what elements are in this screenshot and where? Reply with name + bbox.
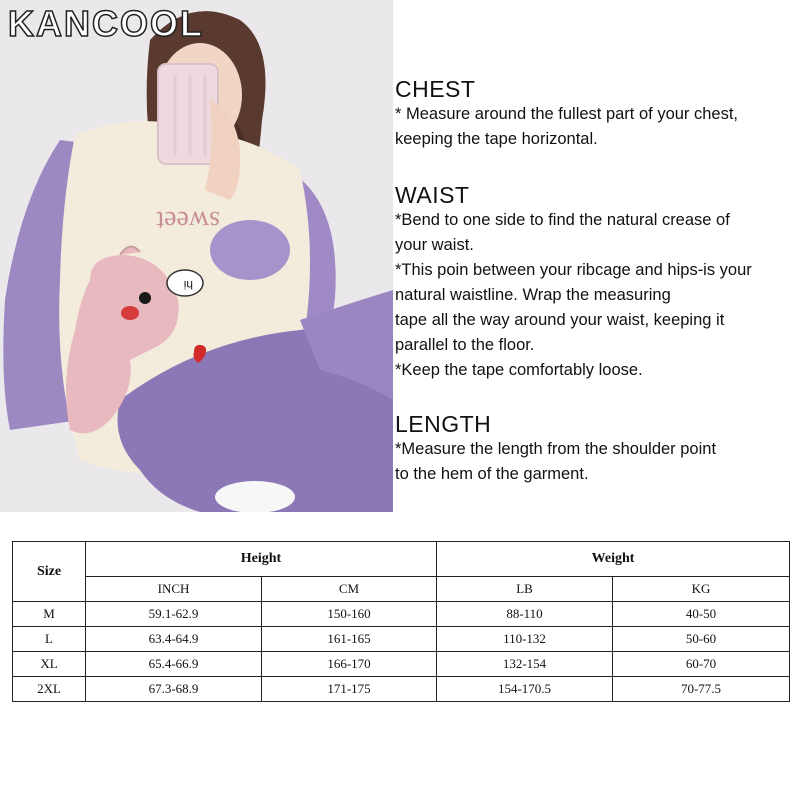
waist-line: *Bend to one side to find the natural crease of	[395, 211, 730, 229]
cm-cell: 166-170	[262, 652, 437, 677]
kg-cell: 60-70	[613, 652, 790, 677]
sweater-print-text: sweet	[156, 205, 220, 236]
cm-cell: 171-175	[262, 677, 437, 702]
cm-cell: 161-165	[262, 627, 437, 652]
chest-line: keeping the tape horizontal.	[395, 130, 598, 148]
lb-cell: 110-132	[437, 627, 613, 652]
waist-heading: WAIST	[395, 182, 470, 208]
chest-heading: CHEST	[395, 76, 476, 102]
table-row	[13, 627, 790, 652]
table-row	[13, 677, 790, 702]
pajama-illustration	[0, 0, 393, 512]
size-cell: L	[13, 627, 86, 652]
height-column-header: Height	[86, 542, 437, 577]
inch-cell: 59.1-62.9	[86, 602, 262, 627]
chest-line: * Measure around the fullest part of your chest,	[395, 105, 739, 123]
kg-cell: 70-77.5	[613, 677, 790, 702]
waist-line: natural waistline. Wrap the measuring	[395, 286, 671, 304]
measuring-guide	[395, 76, 795, 487]
brand-logo: KANCOOL	[8, 3, 204, 44]
cm-subheader: CM	[262, 577, 437, 602]
product-photo	[0, 0, 393, 512]
waist-line: parallel to the floor.	[395, 336, 535, 354]
kg-subheader: KG	[613, 577, 790, 602]
length-heading: LENGTH	[395, 411, 492, 437]
inch-cell: 63.4-64.9	[86, 627, 262, 652]
inch-cell: 65.4-66.9	[86, 652, 262, 677]
length-line: *Measure the length from the shoulder point	[395, 440, 717, 458]
inch-subheader: INCH	[86, 577, 262, 602]
lb-cell: 88-110	[437, 602, 613, 627]
waist-line: tape all the way around your waist, keeping it	[395, 311, 725, 329]
waist-section	[395, 182, 795, 383]
kg-cell: 50-60	[613, 627, 790, 652]
table-header-row	[13, 542, 790, 577]
size-cell: XL	[13, 652, 86, 677]
inch-cell: 67.3-68.9	[86, 677, 262, 702]
cm-cell: 150-160	[262, 602, 437, 627]
lb-subheader: LB	[437, 577, 613, 602]
length-line: to the hem of the garment.	[395, 465, 589, 483]
weight-column-header: Weight	[437, 542, 790, 577]
waist-line: *This poin between your ribcage and hips-is your	[395, 261, 752, 279]
table-row	[13, 602, 790, 627]
table-subheader-row	[13, 577, 790, 602]
size-column-header: Size	[13, 542, 86, 602]
lb-cell: 154-170.5	[437, 677, 613, 702]
lb-cell: 132-154	[437, 652, 613, 677]
kg-cell: 40-50	[613, 602, 790, 627]
table-row	[13, 652, 790, 677]
size-cell: M	[13, 602, 86, 627]
waist-line: your waist.	[395, 236, 474, 254]
speech-bubble-text: hi	[183, 278, 193, 292]
chest-section	[395, 76, 795, 152]
length-section	[395, 411, 795, 487]
waist-line: *Keep the tape comfortably loose.	[395, 361, 643, 379]
size-chart-table	[12, 541, 790, 702]
size-cell: 2XL	[13, 677, 86, 702]
